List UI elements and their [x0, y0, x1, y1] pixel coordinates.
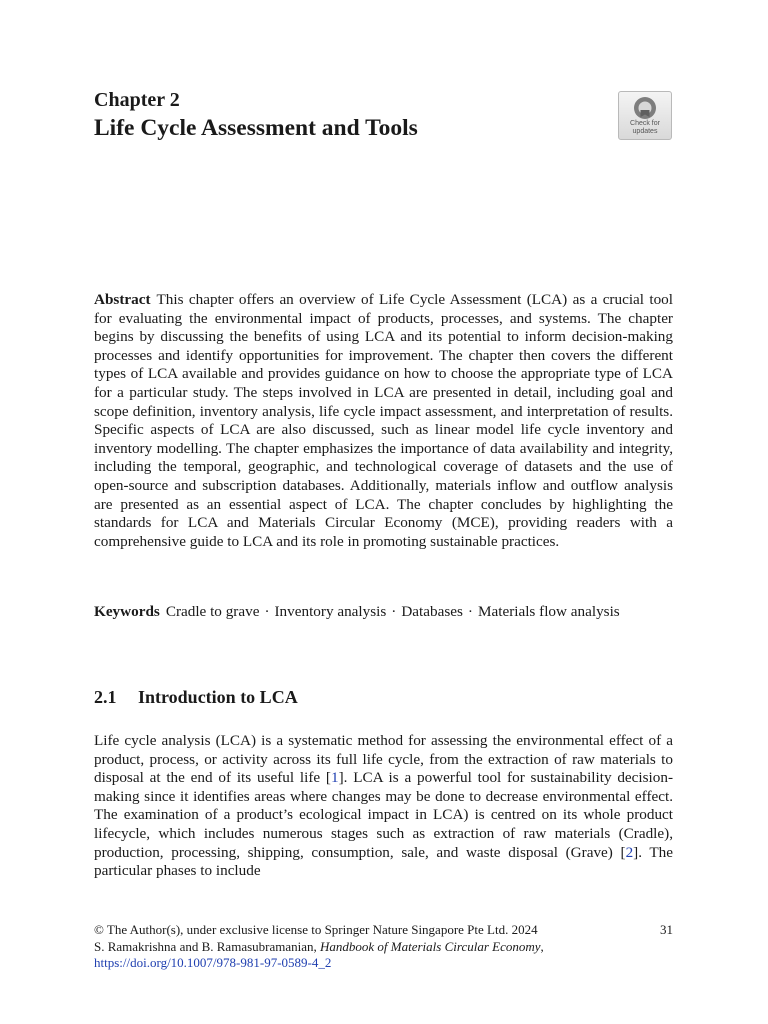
- badge-line2: updates: [632, 127, 658, 135]
- page: [94, 0, 673, 1024]
- keyword-item: Materials flow analysis: [477, 603, 620, 620]
- check-for-updates-badge[interactable]: [618, 91, 672, 140]
- footer-book-suffix: ,: [540, 938, 544, 954]
- keyword-separator: ·: [264, 603, 270, 620]
- crossmark-icon: [632, 96, 658, 120]
- doi-link[interactable]: https://doi.org/10.1007/978-981-97-0589-4_2: [94, 955, 332, 970]
- section-heading: [94, 686, 298, 708]
- keywords: [94, 603, 673, 622]
- citation-link[interactable]: 1: [330, 769, 339, 787]
- keyword-separator: ·: [467, 603, 473, 620]
- section-number: 2.1: [94, 687, 117, 707]
- keywords-heading: Keywords: [94, 603, 160, 620]
- citation-link[interactable]: 2: [625, 843, 634, 861]
- keyword-separator: ·: [391, 603, 397, 620]
- badge-line1: Check for: [630, 120, 660, 127]
- footer-book-title: Handbook of Materials Circular Economy: [320, 938, 541, 954]
- abstract: [94, 291, 673, 551]
- keyword-item: Inventory analysis: [274, 603, 387, 620]
- copyright-line: © The Author(s), under exclusive license to Springer Nature Singapore Pte Ltd. 2024: [94, 922, 538, 937]
- footer-authors: S. Ramakrishna and B. Ramasubramanian,: [94, 938, 317, 954]
- chapter-label: Chapter 2: [94, 89, 180, 111]
- abstract-text: This chapter offers an overview of Life Cycle Assessment (LCA) as a crucial tool for evaluating the environmental impact of products, processes, and systems. The chapter begins by discussing the benefits of using LCA and its potential to inform decision-making processes and identify opportunities for improvement. The chapter then covers the different types of LCA available and provides guidance on how to choose the appropriate type of LCA for a particular study. The steps involved in LCA are presented in detail, including goal and scope definition, inventory analysis, life cycle impact assessment, and interpretation of results. Specific aspects of LCA are also discussed, such as linear model life cycle inventory and inventory modelling. The chapter emphasizes the importance of data availability and integrity, including the temporal, geographic, and technological coverage of datasets and the use of open-source and subscription databases. Additionally, materials inflow and outflow analysis are presented as an essential aspect of LCA. The chapter concludes by highlighting the standards for LCA and Materials Circular Economy (MCE), providing readers with a comprehensive guide to LCA and its role in promoting sustainable practices.: [94, 291, 673, 550]
- keyword-item: Cradle to grave: [165, 603, 260, 620]
- chapter-title: Life Cycle Assessment and Tools: [94, 115, 418, 141]
- abstract-heading: Abstract: [94, 291, 151, 308]
- citation-line: [94, 939, 673, 956]
- section-title: Introduction to LCA: [138, 687, 298, 707]
- body-text: Life cycle analysis (LCA) is a systematic method for assessing the environmental effect of a product, process, or activity across its full life cycle, from the extraction of raw materials to disposal at the end of its useful life [: [94, 732, 673, 787]
- keyword-item: Databases: [401, 603, 463, 620]
- body-paragraph: [94, 732, 673, 881]
- footer: [94, 922, 673, 972]
- body-text: ]. The particular phases to include: [94, 843, 673, 880]
- body-text: ]. LCA is a powerful tool for sustainability decision-making since it identifies areas where changes may be done to decrease environmental effect. The examination of a product’s ecological impact in LCA) is centred on its whole product lifecycle, which includes numerous stages such as extraction of raw materials (Cradle), production, processing, shipping, consumption, sale, and waste disposal (Grave) [: [94, 769, 674, 861]
- page-number: 31: [660, 922, 673, 937]
